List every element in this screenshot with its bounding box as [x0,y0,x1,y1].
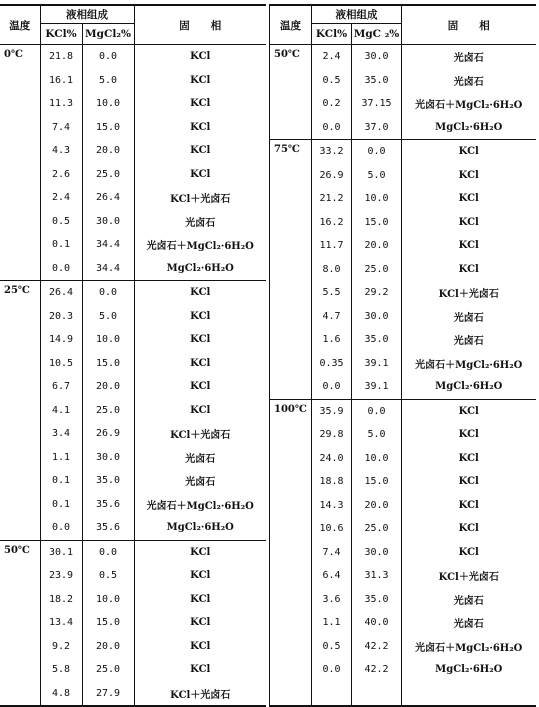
mgcl2-percent-cell: 40.0 [352,611,402,635]
temperature-cell: 100℃ [270,399,312,706]
solid-phase-cell: KCl [190,664,211,676]
mgcl2-percent-cell: 20.0 [82,139,134,163]
table-row [0,540,266,564]
kcl-percent-cell: 20.3 [40,305,82,329]
kcl-percent-cell: 0.0 [312,116,352,140]
mgcl2-percent-cell: 37.15 [352,92,402,116]
table-row [0,186,266,210]
table-row [0,257,266,281]
solid-phase-cell: 光卤石＋MgCl₂·6H₂O [146,241,254,253]
solid-phase-cell: KCl [190,74,211,86]
mgcl2-percent-cell: 25.0 [352,258,402,282]
kcl-percent-cell: 33.2 [312,140,352,164]
solid-phase-cell: KCl [190,334,211,346]
mgcl2-percent-cell: 25.0 [352,517,402,541]
solid-phase-cell: KCl [402,399,536,423]
header-temperature: 温度 [270,5,312,45]
table-row [0,352,266,376]
mgcl2-percent-cell: 35.0 [352,328,402,352]
mgcl2-percent-cell: 5.0 [82,69,134,93]
table-body-left [0,45,266,707]
solid-phase-cell: MgCl₂·6H₂O [435,381,503,393]
table-row [270,45,536,69]
header-mgcl2-percent: MgC ₂% [352,24,402,45]
kcl-percent-cell: 0.5 [40,210,82,234]
mgcl2-percent-cell: 20.0 [82,635,134,659]
table-row [0,69,266,93]
mgcl2-percent-cell: 30.0 [352,305,402,329]
solid-phase-cell: KCl [190,98,211,110]
solid-phase-cell: KCl [458,240,479,252]
solid-phase-cell: 光卤石＋MgCl₂·6H₂O [415,100,523,112]
kcl-percent-cell: 30.1 [40,540,82,564]
table-row [0,516,266,540]
mgcl2-percent-cell: 0.0 [82,45,134,69]
kcl-percent-cell: 2.4 [40,186,82,210]
kcl-percent-cell: 1.1 [40,446,82,470]
kcl-percent-cell: 0.0 [312,375,352,399]
table-body-right [270,45,536,707]
mgcl2-percent-cell: 27.9 [82,682,134,707]
mgcl2-percent-cell: 0.0 [82,281,134,305]
kcl-percent-cell: 2.4 [312,45,352,69]
solid-phase-cell: KCl [190,381,211,393]
kcl-percent-cell: 0.0 [40,257,82,281]
solid-phase-cell: KCl [458,193,479,205]
kcl-percent-cell: 1.6 [312,328,352,352]
solid-phase-cell: KCl [190,145,211,157]
table-row [0,45,266,69]
temperature-cell: 50℃ [270,45,312,140]
solid-phase-cell: KCl [458,546,479,558]
solid-phase-cell: KCl [458,452,479,464]
mgcl2-percent-cell: 35.6 [82,493,134,517]
solid-phase-cell: KCl [134,281,266,305]
kcl-percent-cell: 8.0 [312,258,352,282]
kcl-percent-cell: 0.5 [312,69,352,93]
mgcl2-percent-cell: 15.0 [82,352,134,376]
kcl-percent-cell: 24.0 [312,447,352,471]
solid-phase-cell: KCl [190,404,211,416]
kcl-percent-cell: 16.2 [312,211,352,235]
kcl-percent-cell: 0.5 [312,635,352,659]
table-row [0,446,266,470]
solid-phase-cell: MgCl₂·6H₂O [166,262,234,274]
solid-phase-cell: KCl [458,169,479,181]
kcl-percent-cell: 5.5 [312,281,352,305]
mgcl2-percent-cell: 5.0 [352,423,402,447]
temperature-cell: 75℃ [270,140,312,400]
table-row [0,493,266,517]
solid-phase-cell: KCl [190,357,211,369]
kcl-percent-cell: 11.7 [312,234,352,258]
kcl-percent-cell [312,682,352,707]
solid-phase-cell: 光卤石 [453,595,484,607]
solid-phase-cell: 光卤石 [453,619,484,631]
solid-phase-cell: KCl [190,640,211,652]
mgcl2-percent-cell: 35.0 [352,69,402,93]
solid-phase-cell: MgCl₂·6H₂O [435,121,503,133]
mgcl2-percent-cell: 35.6 [82,516,134,540]
kcl-percent-cell: 0.35 [312,352,352,376]
mgcl2-percent-cell: 30.0 [352,541,402,565]
table-row [0,635,266,659]
table-row [0,422,266,446]
solubility-table-left [0,4,266,707]
kcl-percent-cell: 26.9 [312,164,352,188]
mgcl2-percent-cell: 20.0 [82,375,134,399]
solid-phase-cell: KCl [458,476,479,488]
header-solid-phase: 固 相 [134,5,266,45]
solid-phase-cell: KCl [134,540,266,564]
solid-phase-cell: KCl＋光卤石 [170,430,231,442]
kcl-percent-cell: 18.8 [312,470,352,494]
kcl-percent-cell: 0.1 [40,233,82,257]
mgcl2-percent-cell: 0.0 [352,399,402,423]
mgcl2-percent-cell: 10.0 [82,328,134,352]
table-row [0,564,266,588]
header-solid-phase: 固 相 [402,5,536,45]
mgcl2-percent-cell [352,682,402,707]
kcl-percent-cell: 6.4 [312,564,352,588]
solid-phase-cell: 光卤石 [185,453,216,465]
table-row [0,305,266,329]
solid-phase-cell: KCl [190,570,211,582]
mgcl2-percent-cell: 10.0 [352,187,402,211]
solid-phase-cell: 光卤石＋MgCl₂·6H₂O [415,359,523,371]
mgcl2-percent-cell: 25.0 [82,658,134,682]
solid-phase-cell: KCl [190,617,211,629]
mgcl2-percent-cell: 0.0 [82,540,134,564]
kcl-percent-cell: 4.3 [40,139,82,163]
kcl-percent-cell: 10.6 [312,517,352,541]
kcl-percent-cell: 1.1 [312,611,352,635]
table-row [0,139,266,163]
solid-phase-cell: 光卤石 [453,312,484,324]
temperature-cell: 50℃ [0,540,40,706]
kcl-percent-cell: 0.1 [40,493,82,517]
table-row [0,611,266,635]
table-row [270,399,536,423]
mgcl2-percent-cell: 20.0 [352,234,402,258]
solid-phase-cell: KCl [190,51,211,63]
solid-phase-cell: KCl [458,263,479,275]
table-row [0,233,266,257]
table-row [0,469,266,493]
kcl-percent-cell: 16.1 [40,69,82,93]
kcl-percent-cell: 7.4 [40,116,82,140]
table-row [0,658,266,682]
mgcl2-percent-cell: 15.0 [352,470,402,494]
kcl-percent-cell: 35.9 [312,399,352,423]
kcl-percent-cell: 4.1 [40,399,82,423]
solid-phase-cell: KCl [458,499,479,511]
kcl-percent-cell: 0.0 [40,516,82,540]
solid-phase-cell: 光卤石 [453,76,484,88]
table-row [0,375,266,399]
solid-phase-cell: KCl [190,310,211,322]
kcl-percent-cell: 10.5 [40,352,82,376]
kcl-percent-cell: 21.2 [312,187,352,211]
kcl-percent-cell: 0.2 [312,92,352,116]
mgcl2-percent-cell: 37.0 [352,116,402,140]
kcl-percent-cell: 23.9 [40,564,82,588]
mgcl2-percent-cell: 15.0 [352,211,402,235]
mgcl2-percent-cell: 0.5 [82,564,134,588]
mgcl2-percent-cell: 30.0 [82,446,134,470]
solid-phase-cell: KCl [190,168,211,180]
header-kcl-percent: KCl% [312,24,352,45]
kcl-percent-cell: 29.8 [312,423,352,447]
kcl-percent-cell: 13.4 [40,611,82,635]
solid-phase-cell: MgCl₂·6H₂O [435,664,503,676]
kcl-percent-cell: 14.9 [40,328,82,352]
solid-phase-cell: MgCl₂·6H₂O [166,522,234,534]
solid-phase-cell: 光卤石 [185,477,216,489]
kcl-percent-cell: 14.3 [312,494,352,518]
solid-phase-cell: KCl＋光卤石 [438,289,499,301]
table-row [0,682,266,707]
kcl-percent-cell: 3.6 [312,588,352,612]
solid-phase-cell: 光卤石 [453,336,484,348]
mgcl2-percent-cell: 42.2 [352,635,402,659]
table-row [0,588,266,612]
solid-phase-cell: 光卤石 [185,217,216,229]
solid-phase-cell [402,682,536,707]
solid-phase-cell: KCl＋光卤石 [134,682,266,707]
header-temperature: 温度 [0,5,40,45]
mgcl2-percent-cell: 29.2 [352,281,402,305]
mgcl2-percent-cell: 35.0 [352,588,402,612]
solid-phase-cell: KCl [402,140,536,164]
solubility-table-right [269,4,536,707]
kcl-percent-cell: 5.8 [40,658,82,682]
solid-phase-cell: KCl [458,523,479,535]
mgcl2-percent-cell: 30.0 [82,210,134,234]
table-row [0,399,266,423]
solid-phase-cell: 光卤石＋MgCl₂·6H₂O [146,500,254,512]
mgcl2-percent-cell: 10.0 [352,447,402,471]
mgcl2-percent-cell: 39.1 [352,375,402,399]
mgcl2-percent-cell: 10.0 [82,92,134,116]
mgcl2-percent-cell: 20.0 [352,494,402,518]
header-kcl-percent: KCl% [40,24,82,45]
solid-phase-cell: KCl [458,216,479,228]
temperature-cell: 25℃ [0,281,40,541]
mgcl2-percent-cell: 15.0 [82,116,134,140]
kcl-percent-cell: 4.8 [40,682,82,707]
table-row [0,210,266,234]
solid-phase-cell: KCl [190,593,211,605]
kcl-percent-cell: 2.6 [40,163,82,187]
table-row [0,92,266,116]
mgcl2-percent-cell: 25.0 [82,163,134,187]
header-liquid-composition: 液相组成 [40,5,134,24]
table-row [0,328,266,352]
mgcl2-percent-cell: 0.0 [352,140,402,164]
kcl-percent-cell: 4.7 [312,305,352,329]
solid-phase-cell: KCl [190,121,211,133]
solid-phase-cell: KCl [458,429,479,441]
mgcl2-percent-cell: 26.9 [82,422,134,446]
table-row [270,140,536,164]
table-row [0,163,266,187]
solid-phase-cell: 光卤石 [453,53,484,65]
mgcl2-percent-cell: 5.0 [352,164,402,188]
table-row [0,281,266,305]
table-row [0,116,266,140]
solid-phase-cell: KCl＋光卤石 [170,194,231,206]
mgcl2-percent-cell: 34.4 [82,233,134,257]
kcl-percent-cell: 11.3 [40,92,82,116]
mgcl2-percent-cell: 35.0 [82,469,134,493]
mgcl2-percent-cell: 5.0 [82,305,134,329]
mgcl2-percent-cell: 39.1 [352,352,402,376]
mgcl2-percent-cell: 25.0 [82,399,134,423]
mgcl2-percent-cell: 26.4 [82,186,134,210]
kcl-percent-cell: 0.1 [40,469,82,493]
mgcl2-percent-cell: 10.0 [82,588,134,612]
kcl-percent-cell: 9.2 [40,635,82,659]
kcl-percent-cell: 0.0 [312,658,352,682]
kcl-percent-cell: 3.4 [40,422,82,446]
kcl-percent-cell: 26.4 [40,281,82,305]
solid-phase-cell: 光卤石＋MgCl₂·6H₂O [415,642,523,654]
mgcl2-percent-cell: 15.0 [82,611,134,635]
kcl-percent-cell: 7.4 [312,541,352,565]
mgcl2-percent-cell: 30.0 [352,45,402,69]
header-mgcl2-percent: MgCl₂% [82,24,134,45]
temperature-cell: 0℃ [0,45,40,281]
mgcl2-percent-cell: 34.4 [82,257,134,281]
kcl-percent-cell: 6.7 [40,375,82,399]
header-liquid-composition: 液相组成 [312,5,402,24]
solid-phase-cell: KCl＋光卤石 [438,572,499,584]
mgcl2-percent-cell: 31.3 [352,564,402,588]
kcl-percent-cell: 18.2 [40,588,82,612]
mgcl2-percent-cell: 42.2 [352,658,402,682]
kcl-percent-cell: 21.8 [40,45,82,69]
